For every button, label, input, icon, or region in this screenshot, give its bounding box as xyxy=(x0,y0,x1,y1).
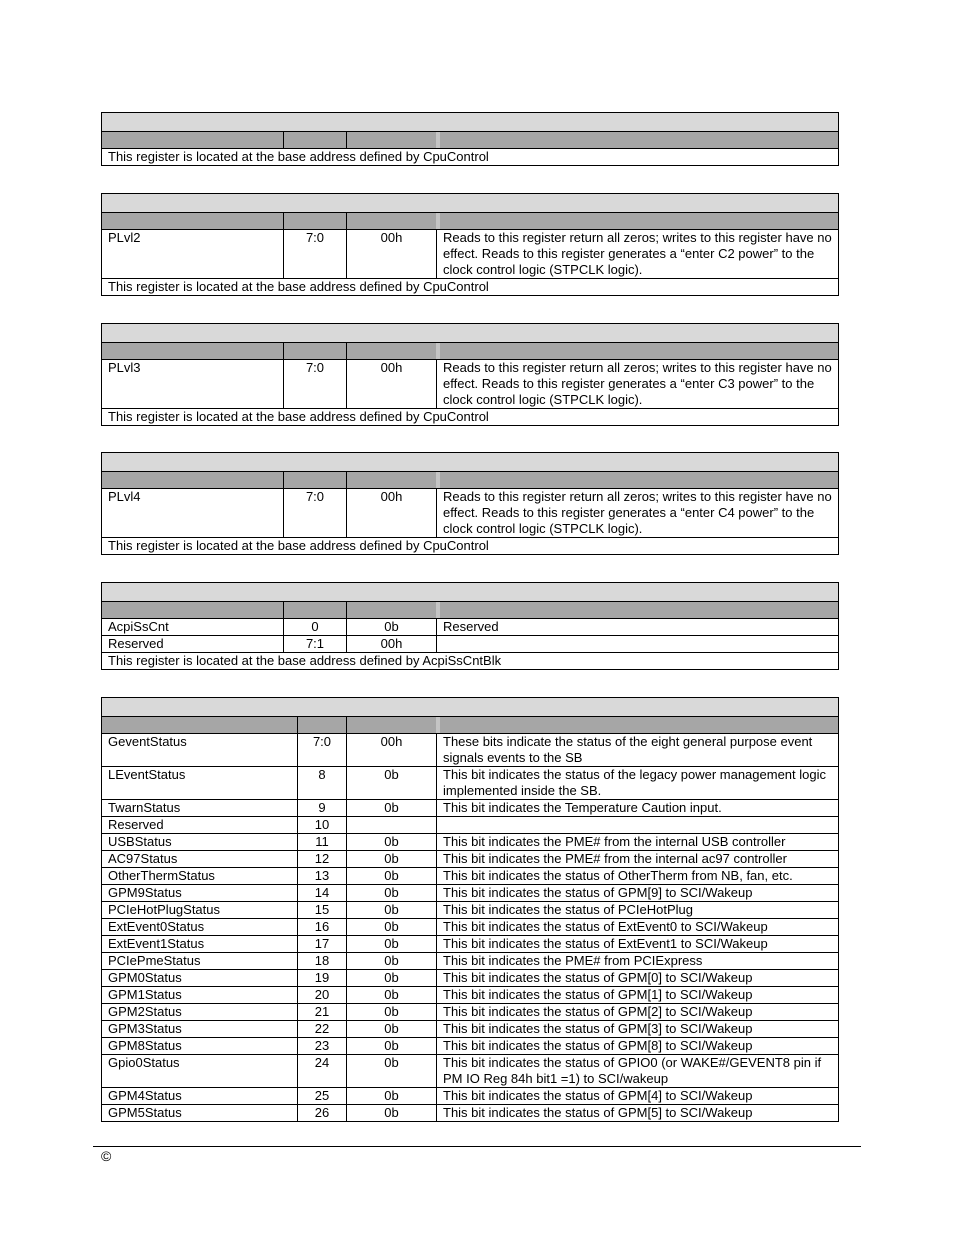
table-row xyxy=(102,919,839,936)
bit-range: 13 xyxy=(298,868,347,885)
default-value: 00h xyxy=(347,230,437,279)
bit-range: 12 xyxy=(298,851,347,868)
field-name: OtherThermStatus xyxy=(102,868,298,885)
field-name: GPM2Status xyxy=(102,1004,298,1021)
default-value xyxy=(347,817,437,834)
field-name: ExtEvent1Status xyxy=(102,936,298,953)
field-description: This bit indicates the status of GPM[1] to SCI/Wakeup xyxy=(437,987,839,1004)
field-name: PLvl2 xyxy=(102,230,284,279)
field-name: PLvl4 xyxy=(102,489,284,538)
table-row xyxy=(102,230,839,279)
register-note-row xyxy=(102,409,839,426)
default-value: 0b xyxy=(347,851,437,868)
table-row xyxy=(102,953,839,970)
default-value: 0b xyxy=(347,953,437,970)
field-description: This bit indicates the status of ExtEvent0 to SCI/Wakeup xyxy=(437,919,839,936)
register-table-3 xyxy=(101,323,839,426)
default-value: 00h xyxy=(347,489,437,538)
column-header-row xyxy=(102,132,839,149)
register-title-bar xyxy=(102,698,839,717)
column-header-row xyxy=(102,213,839,230)
column-header-row xyxy=(102,343,839,360)
field-description: These bits indicate the status of the eight general purpose event signals events to the SB xyxy=(437,734,839,767)
default-value: 0b xyxy=(347,936,437,953)
field-description xyxy=(437,817,839,834)
table-row xyxy=(102,902,839,919)
bit-range: 8 xyxy=(298,767,347,800)
table-row xyxy=(102,936,839,953)
field-description: This bit indicates the PME# from PCIExpress xyxy=(437,953,839,970)
table-row xyxy=(102,1038,839,1055)
default-value: 0b xyxy=(347,767,437,800)
field-name: PCIeHotPlugStatus xyxy=(102,902,298,919)
field-description: This bit indicates the status of ExtEvent1 to SCI/Wakeup xyxy=(437,936,839,953)
register-title-bar xyxy=(102,324,839,343)
register-title-bar xyxy=(102,453,839,472)
bit-range: 20 xyxy=(298,987,347,1004)
field-description: This bit indicates the status of PCIeHotPlug xyxy=(437,902,839,919)
default-value: 0b xyxy=(347,800,437,817)
field-description: Reads to this register return all zeros; writes to this register have no effect. Reads to this register generates a “enter C2 power” to the clock control logic (STPCLK logic). xyxy=(437,230,839,279)
field-description xyxy=(437,636,839,653)
field-description: This bit indicates the status of GPM[2] to SCI/Wakeup xyxy=(437,1004,839,1021)
field-description: Reserved xyxy=(437,619,839,636)
field-name: GPM3Status xyxy=(102,1021,298,1038)
bit-range: 18 xyxy=(298,953,347,970)
bit-range: 7:0 xyxy=(298,734,347,767)
register-title-bar xyxy=(102,194,839,213)
bit-range: 7:1 xyxy=(284,636,347,653)
bit-range: 19 xyxy=(298,970,347,987)
field-name: AC97Status xyxy=(102,851,298,868)
field-name: Reserved xyxy=(102,636,284,653)
field-description: This bit indicates the PME# from the internal ac97 controller xyxy=(437,851,839,868)
table-row xyxy=(102,636,839,653)
bit-range: 0 xyxy=(284,619,347,636)
default-value: 0b xyxy=(347,619,437,636)
default-value: 0b xyxy=(347,1021,437,1038)
register-table-5 xyxy=(101,582,839,670)
table-row xyxy=(102,1105,839,1122)
register-note-row xyxy=(102,653,839,670)
field-name: PLvl3 xyxy=(102,360,284,409)
table-row xyxy=(102,817,839,834)
default-value: 0b xyxy=(347,885,437,902)
register-title-bar xyxy=(102,583,839,602)
table-row xyxy=(102,734,839,767)
register-table-1 xyxy=(101,112,839,166)
register-title-bar xyxy=(102,113,839,132)
default-value: 0b xyxy=(347,1088,437,1105)
table-row xyxy=(102,1055,839,1088)
field-name: GPM5Status xyxy=(102,1105,298,1122)
bit-range: 25 xyxy=(298,1088,347,1105)
field-name: Gpio0Status xyxy=(102,1055,298,1088)
field-description: Reads to this register return all zeros; writes to this register have no effect. Reads to this register generates a “enter C3 power” to the clock control logic (STPCLK logic). xyxy=(437,360,839,409)
bit-range: 15 xyxy=(298,902,347,919)
bit-range: 24 xyxy=(298,1055,347,1088)
field-description: This bit indicates the status of the legacy power management logic implemented inside the SB. xyxy=(437,767,839,800)
field-description: This bit indicates the status of GPIO0 (or WAKE#/GEVENT8 pin if PM IO Reg 84h bit1 =1) to SCI/wakeup xyxy=(437,1055,839,1088)
table-row xyxy=(102,885,839,902)
table-row xyxy=(102,1004,839,1021)
register-note: This register is located at the base address defined by CpuControl xyxy=(102,538,839,555)
bit-range: 21 xyxy=(298,1004,347,1021)
default-value: 00h xyxy=(347,636,437,653)
bit-range: 9 xyxy=(298,800,347,817)
bit-range: 17 xyxy=(298,936,347,953)
field-name: GPM1Status xyxy=(102,987,298,1004)
bit-range: 7:0 xyxy=(284,230,347,279)
field-description: This bit indicates the status of GPM[4] to SCI/Wakeup xyxy=(437,1088,839,1105)
field-name: PCIePmeStatus xyxy=(102,953,298,970)
field-name: LEventStatus xyxy=(102,767,298,800)
field-name: Reserved xyxy=(102,817,298,834)
bit-range: 7:0 xyxy=(284,360,347,409)
register-note-row xyxy=(102,149,839,166)
column-header-row xyxy=(102,717,839,734)
field-description: This bit indicates the status of GPM[0] to SCI/Wakeup xyxy=(437,970,839,987)
field-description: This bit indicates the Temperature Caution input. xyxy=(437,800,839,817)
field-name: TwarnStatus xyxy=(102,800,298,817)
table-row xyxy=(102,800,839,817)
column-header-row xyxy=(102,472,839,489)
bit-range: 11 xyxy=(298,834,347,851)
register-note: This register is located at the base address defined by AcpiSsCntBlk xyxy=(102,653,839,670)
field-name: GPM0Status xyxy=(102,970,298,987)
bit-range: 14 xyxy=(298,885,347,902)
table-row xyxy=(102,1021,839,1038)
bit-range: 23 xyxy=(298,1038,347,1055)
field-name: GPM8Status xyxy=(102,1038,298,1055)
footer-rule xyxy=(93,1146,861,1147)
table-row xyxy=(102,868,839,885)
bit-range: 16 xyxy=(298,919,347,936)
bit-range: 10 xyxy=(298,817,347,834)
table-row xyxy=(102,970,839,987)
default-value: 0b xyxy=(347,868,437,885)
register-note-row xyxy=(102,279,839,296)
table-row xyxy=(102,489,839,538)
field-description: This bit indicates the PME# from the internal USB controller xyxy=(437,834,839,851)
default-value: 0b xyxy=(347,902,437,919)
default-value: 0b xyxy=(347,970,437,987)
default-value: 0b xyxy=(347,1055,437,1088)
table-row xyxy=(102,767,839,800)
register-table-4 xyxy=(101,452,839,555)
field-description: This bit indicates the status of OtherTherm from NB, fan, etc. xyxy=(437,868,839,885)
copyright-mark: © xyxy=(101,1148,112,1164)
bit-range: 7:0 xyxy=(284,489,347,538)
field-description: This bit indicates the status of GPM[3] to SCI/Wakeup xyxy=(437,1021,839,1038)
register-note-row xyxy=(102,538,839,555)
table-row xyxy=(102,987,839,1004)
register-note: This register is located at the base address defined by CpuControl xyxy=(102,149,839,166)
table-row xyxy=(102,360,839,409)
register-table-2 xyxy=(101,193,839,296)
table-row xyxy=(102,834,839,851)
field-description: This bit indicates the status of GPM[5] to SCI/Wakeup xyxy=(437,1105,839,1122)
register-table-6 xyxy=(101,697,839,1122)
default-value: 0b xyxy=(347,834,437,851)
register-note: This register is located at the base address defined by CpuControl xyxy=(102,279,839,296)
field-description: This bit indicates the status of GPM[9] to SCI/Wakeup xyxy=(437,885,839,902)
field-name: ExtEvent0Status xyxy=(102,919,298,936)
field-name: GPM9Status xyxy=(102,885,298,902)
default-value: 0b xyxy=(347,1105,437,1122)
field-description: This bit indicates the status of GPM[8] to SCI/Wakeup xyxy=(437,1038,839,1055)
table-row xyxy=(102,851,839,868)
default-value: 0b xyxy=(347,1038,437,1055)
field-name: GeventStatus xyxy=(102,734,298,767)
event-status-rows xyxy=(102,734,839,1122)
default-value: 00h xyxy=(347,734,437,767)
bit-range: 22 xyxy=(298,1021,347,1038)
field-description: Reads to this register return all zeros; writes to this register have no effect. Reads to this register generates a “enter C4 power” to the clock control logic (STPCLK logic). xyxy=(437,489,839,538)
default-value: 0b xyxy=(347,987,437,1004)
default-value: 0b xyxy=(347,919,437,936)
field-name: GPM4Status xyxy=(102,1088,298,1105)
register-note: This register is located at the base address defined by CpuControl xyxy=(102,409,839,426)
table-row xyxy=(102,1088,839,1105)
table-row xyxy=(102,619,839,636)
bit-range: 26 xyxy=(298,1105,347,1122)
default-value: 0b xyxy=(347,1004,437,1021)
field-name: AcpiSsCnt xyxy=(102,619,284,636)
column-header-row xyxy=(102,602,839,619)
field-name: USBStatus xyxy=(102,834,298,851)
default-value: 00h xyxy=(347,360,437,409)
